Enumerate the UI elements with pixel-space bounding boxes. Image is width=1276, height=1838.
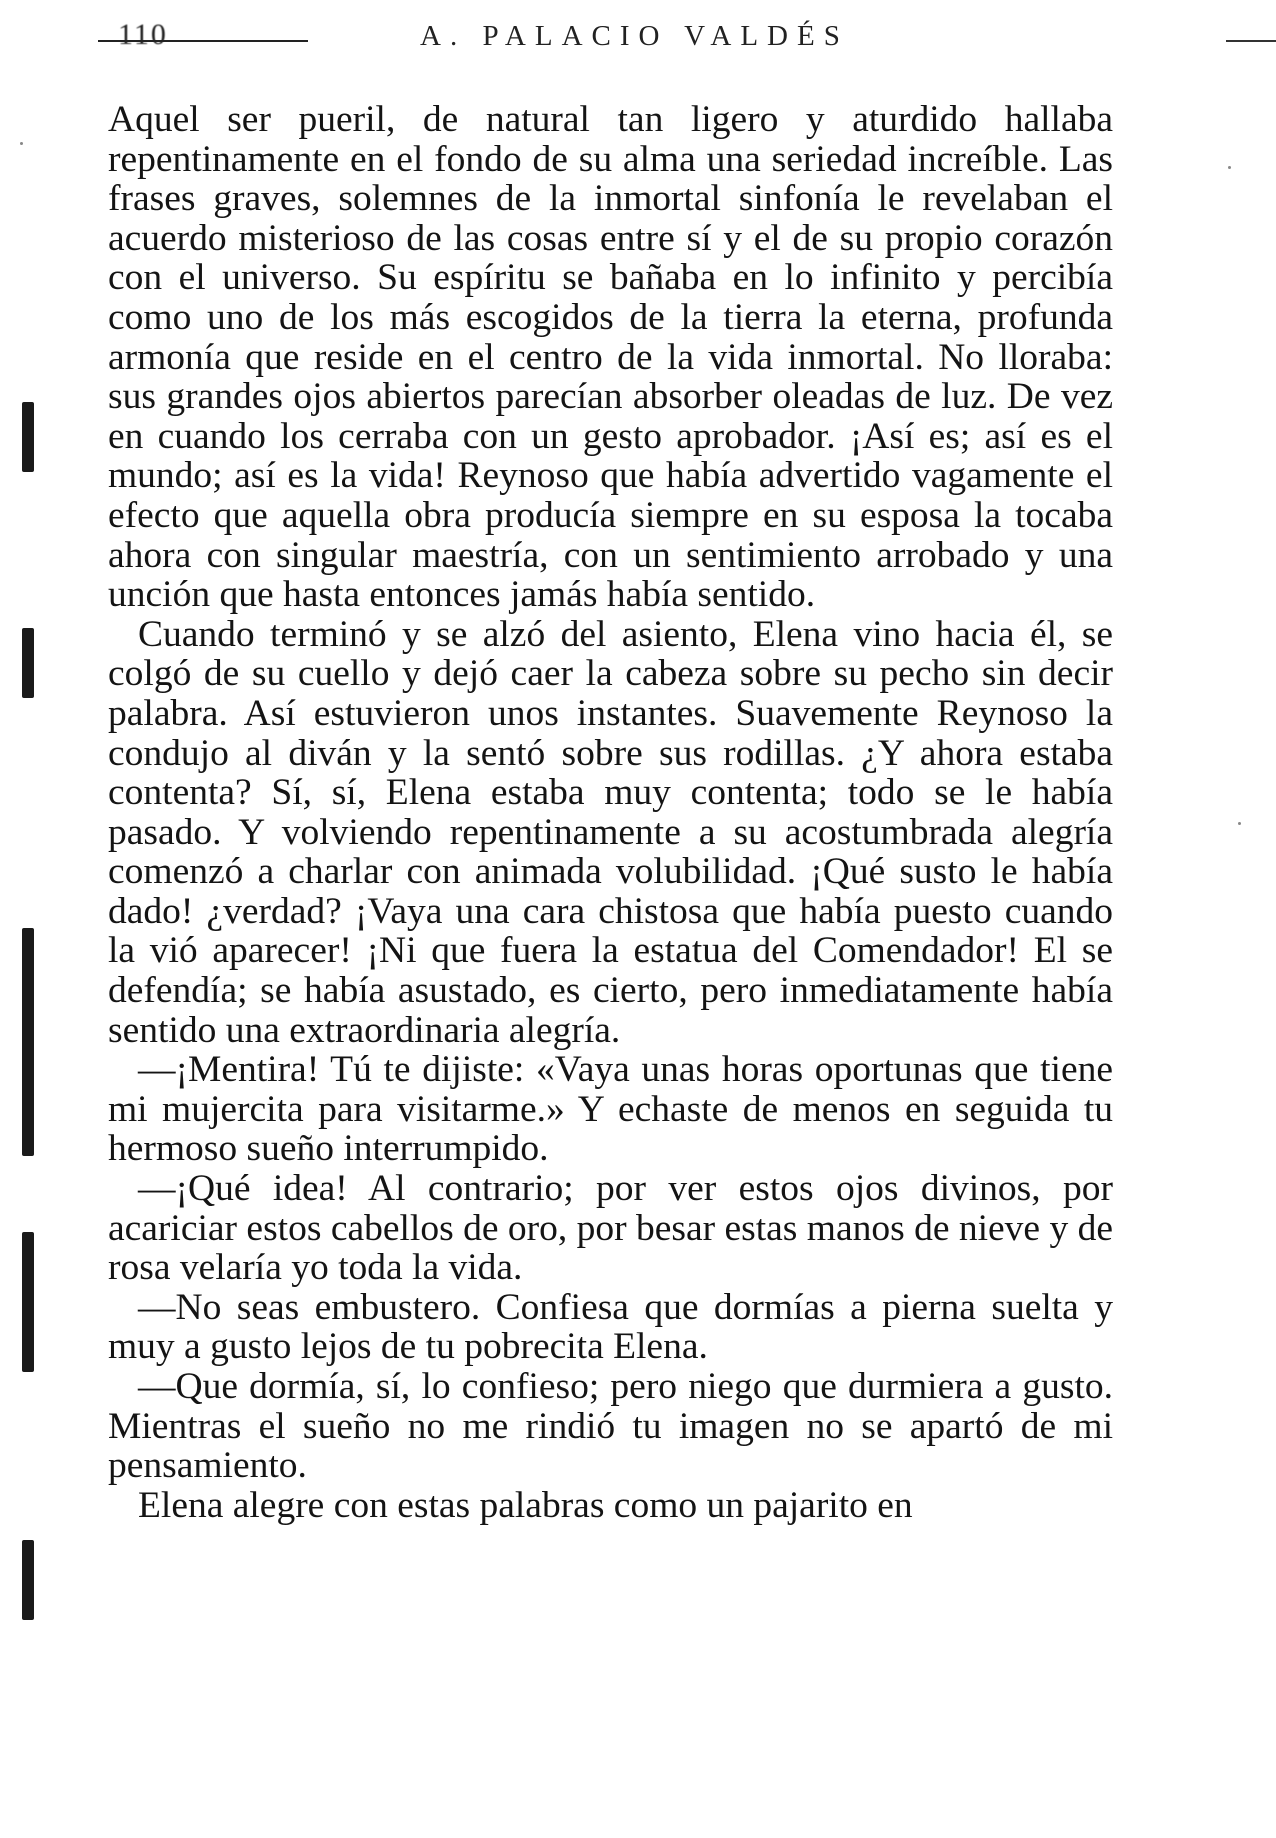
paragraph: —Que dormía, sí, lo confieso; pero niego que durmiera a gusto. Mientras el sueño no me rindió tu imagen no se apartó de mi pensamiento. (108, 1366, 1113, 1487)
scan-margin-mark (22, 628, 34, 698)
scan-margin-mark (22, 928, 34, 1156)
scan-speck (1238, 822, 1241, 825)
paragraph: Elena alegre con estas palabras como un pajarito en (138, 1484, 913, 1526)
paragraph: Aquel ser pueril, de natural tan ligero y aturdido hallaba repentinamente en el fondo de su alma una seriedad increíble. Las frases graves, solemnes de la inmortal sinfonía le revelaban el acuerdo misterioso de las cosas entre sí y el de su propio corazón con el universo. Su espíritu se bañaba en lo infinito y percibía como uno de los más escogidos de la tierra la eterna, profunda armonía que reside en el centro de la vida inmortal. No lloraba: sus grandes ojos abiertos parecían absorber oleadas de luz. De vez en cuando los cerraba con un gesto aprobador. ¡Así es; así es el mundo; así es la vida! Reynoso que había advertido vagamente el efecto que aquella obra producía siempre en su esposa la tocaba ahora con singular maestría, con un sentimiento arrobado y una unción que hasta entonces jamás había sentido. (108, 99, 1113, 616)
paragraph: Cuando terminó y se alzó del asiento, Elena vino hacia él, se colgó de su cuello y dejó caer la cabeza sobre su pecho sin decir palabra. Así estuvieron unos instantes. Suavemente Reynoso la condujo al diván y la sentó sobre sus rodillas. ¿Y ahora estaba contenta? Sí, sí, Elena estaba muy contenta; todo se le había pasado. Y volviendo repentinamente a su acostumbrada alegría comenzó a charlar con animada volubilidad. ¡Qué susto le había dado! ¿verdad? ¡Vaya una cara chistosa que había puesto cuando la vió aparecer! ¡Ni que fuera la estatua del Comendador! El se defendía; se había asustado, es cierto, pero inmediatamente había sentido una extraordinaria alegría. (108, 613, 1113, 1051)
paragraph: —¡Qué idea! Al contrario; por ver estos ojos divinos, por acariciar estos cabellos de oro, por besar estas manos de nieve y de rosa velaría yo toda la vida. (108, 1168, 1113, 1289)
scan-margin-mark (22, 1232, 34, 1372)
running-head: A. PALACIO VALDÉS (420, 20, 849, 52)
header-rule-right (1226, 40, 1276, 42)
scan-speck (1228, 166, 1231, 169)
paragraph: —¡Mentira! Tú te dijiste: «Vaya unas horas oportunas que tiene mi mujercita para visitarme.» Y echaste de menos en seguida tu hermoso sueño interrumpido. (108, 1049, 1113, 1170)
scan-speck (20, 142, 23, 145)
page-number: 110 (118, 18, 168, 51)
paragraph: —No seas embustero. Confiesa que dormías a pierna suelta y muy a gusto lejos de tu pobrecita Elena. (108, 1286, 1113, 1368)
body-text (108, 100, 1113, 1525)
page-header (0, 14, 1276, 54)
scan-margin-mark (22, 1540, 34, 1620)
scan-margin-mark (22, 402, 34, 472)
